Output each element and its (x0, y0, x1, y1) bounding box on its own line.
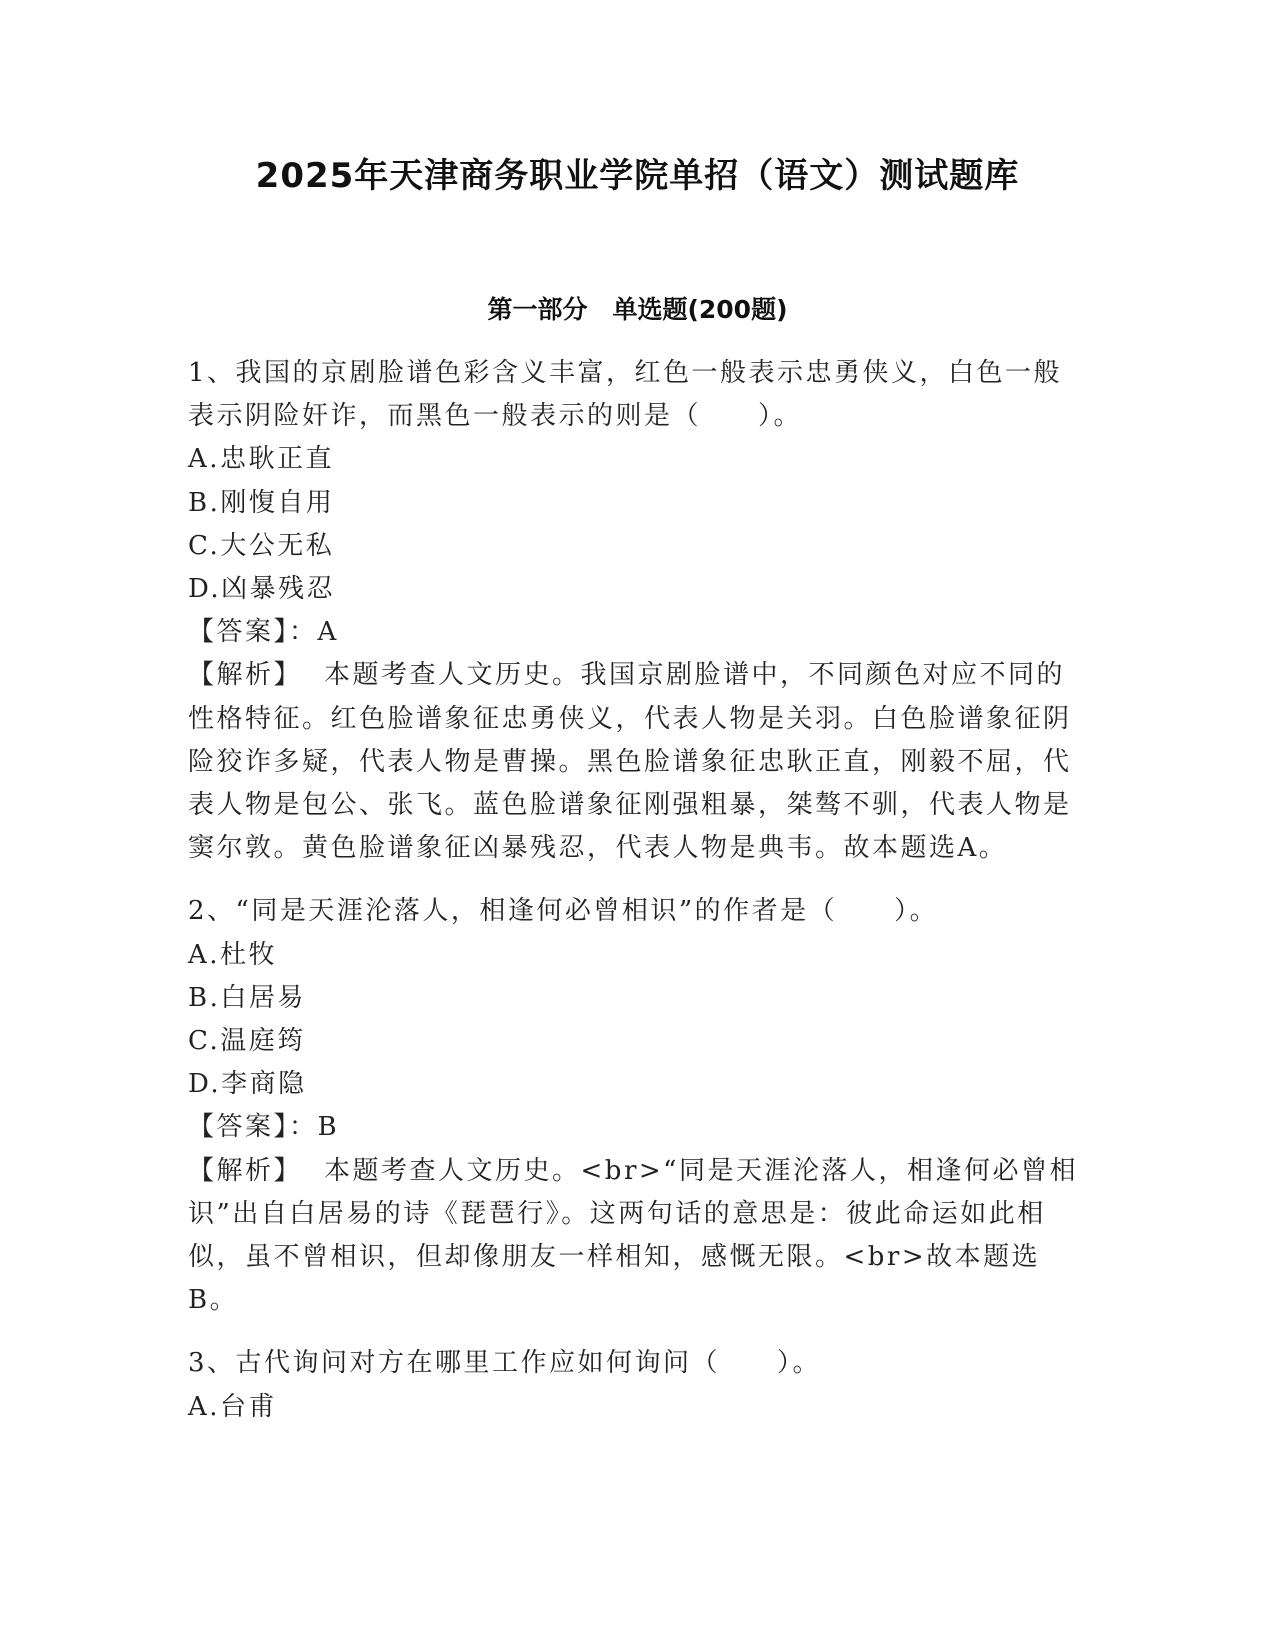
section-title: 第一部分 单选题(200题) (487, 295, 788, 324)
option-b: B.白居易 (188, 982, 306, 1013)
analysis-label: 【解析】 (188, 1155, 303, 1186)
answer-value: B (317, 1112, 340, 1143)
analysis-label: 【解析】 (188, 660, 303, 691)
question-3 (188, 1342, 1078, 1428)
analysis-line (188, 654, 1078, 870)
option-c: C.温庭筠 (188, 1026, 306, 1057)
option-d: D.凶暴残忍 (188, 574, 336, 605)
option-b: B.刚愎自用 (188, 487, 335, 518)
answer-label: 【答案】： (188, 1112, 318, 1143)
question-stem: 3、古代询问对方在哪里工作应如何询问（ ）。 (188, 1348, 822, 1379)
analysis-line (188, 1150, 1078, 1323)
option-d: D.李商隐 (188, 1069, 307, 1100)
answer-line (188, 1106, 1078, 1149)
question-stem: 1、我国的京剧脸谱色彩含义丰富，红色一般表示忠勇侠义，白色一般表示阴险奸诈，而黑色一般表示的则是（ ）。 (188, 358, 1063, 432)
answer-value: A (317, 617, 339, 648)
document-title: 2025年天津商务职业学院单招（语文）测试题库 (255, 156, 1020, 196)
analysis-text: 本题考查人文历史。我国京剧脸谱中，不同颜色对应不同的性格特征。红色脸谱象征忠勇侠义，代表人物是关羽。白色脸谱象征阴险狡诈多疑，代表人物是曹操。黑色脸谱象征忠耿正直，刚毅不屈，代表人物是包公、张飞。蓝色脸谱象征刚强粗暴，桀骜不驯，代表人物是窦尔敦。黄色脸谱象征凶暴残忍，代表人物是典韦。故本题选A。 (188, 660, 1072, 864)
option-a: A.忠耿正直 (188, 444, 335, 475)
question-2 (188, 890, 1078, 1322)
question-1 (188, 352, 1078, 870)
answer-line (188, 611, 1078, 654)
question-stem: 2、“同是天涯沦落人，相逢何必曾相识”的作者是（ ）。 (188, 896, 939, 927)
option-c: C.大公无私 (188, 530, 335, 561)
option-a: A.台甫 (188, 1391, 278, 1422)
analysis-text: 本题考查人文历史。<br>“同是天涯沦落人，相逢何必曾相识”出自白居易的诗《琵琶行》。这两句话的意思是：彼此命运如此相似，虽不曾相识，但却像朋友一样相知，感慨无限。<br>故本题选B。 (188, 1155, 1078, 1316)
answer-label: 【答案】： (188, 617, 318, 648)
question-list (188, 352, 1078, 1449)
option-a: A.杜牧 (188, 939, 278, 970)
